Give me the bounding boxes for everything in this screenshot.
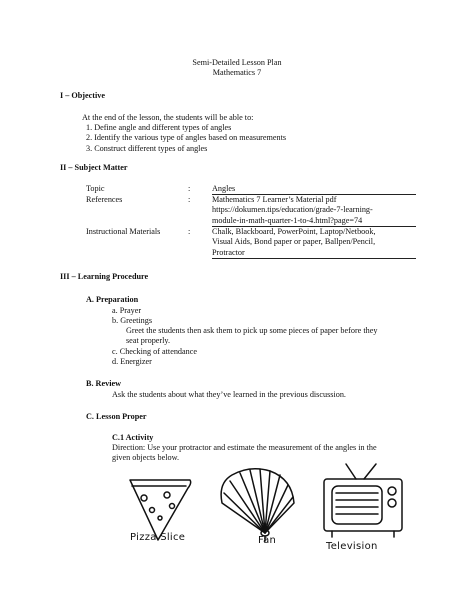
television-label: Television <box>326 541 378 552</box>
preparation-item: b. Greetings <box>112 316 153 326</box>
references-label: References <box>86 195 123 204</box>
greetings-note <box>126 326 377 347</box>
lesson-proper-heading: C. Lesson Proper <box>86 412 147 421</box>
preparation-item: c. Checking of attendance <box>112 347 198 356</box>
preparation-heading: A. Preparation <box>86 295 139 304</box>
topic-sep: : <box>188 184 191 193</box>
activity-heading: C.1 Activity <box>112 433 154 442</box>
objective-heading: I – Objective <box>60 91 106 100</box>
preparation-item: a. Prayer <box>112 306 142 315</box>
preparation-item: d. Energizer <box>112 357 152 367</box>
objective-intro: At the end of the lesson, the students will be able to: <box>82 113 254 122</box>
review-text: Ask the students about what they’ve learned in the previous discussion. <box>112 390 346 399</box>
materials-label: Instructional Materials <box>86 227 161 236</box>
fan-label: Fan <box>258 535 277 546</box>
subject-matter-table <box>86 184 416 259</box>
review-heading: B. Review <box>86 379 122 388</box>
topic-label: Topic <box>86 184 105 193</box>
materials-line: Visual Aids, Bond paper or paper, Ballpen/Pencil, <box>212 237 376 247</box>
references-sep: : <box>188 195 191 204</box>
objective-item: 3. Construct different types of angles <box>86 143 208 153</box>
topic-value: Angles <box>212 184 236 193</box>
references-link[interactable]: https://dokumen.tips/education/grade-7-learning- <box>212 205 373 215</box>
document-subtitle: Mathematics 7 <box>212 68 262 78</box>
materials-sep: : <box>188 227 191 236</box>
preparation-list <box>112 306 152 327</box>
greetings-note-line: seat properly. <box>126 336 171 346</box>
references-line: Mathematics 7 Learner’s Material pdf <box>212 195 337 204</box>
objective-list <box>86 123 286 154</box>
learning-procedure-heading: III – Learning Procedure <box>60 272 149 281</box>
document-title: Semi-Detailed Lesson Plan <box>192 58 282 67</box>
objective-item: 2. Identify the various type of angles based on measurements <box>86 133 287 143</box>
direction-line: given objects below. <box>112 453 179 463</box>
television-drawing <box>318 461 408 541</box>
pizza-slice-label: Pizza Slice <box>130 532 186 543</box>
greetings-note-line: Greet the students then ask them to pick up some pieces of paper before they <box>126 326 378 335</box>
objective-item: 1. Define angle and different types of angles <box>86 123 232 132</box>
fan-drawing <box>210 463 300 543</box>
subject-matter-heading: II – Subject Matter <box>60 163 128 172</box>
references-link[interactable]: module-in-math-quarter-1-to-4.html?page=74 <box>212 216 416 227</box>
preparation-list-2 <box>112 347 197 368</box>
direction-line: Direction: Use your protractor and estimate the measurement of the angles in the <box>112 443 377 452</box>
materials-line: Protractor <box>212 248 416 259</box>
materials-line: Chalk, Blackboard, PowerPoint, Laptop/Netbook, <box>212 227 376 236</box>
